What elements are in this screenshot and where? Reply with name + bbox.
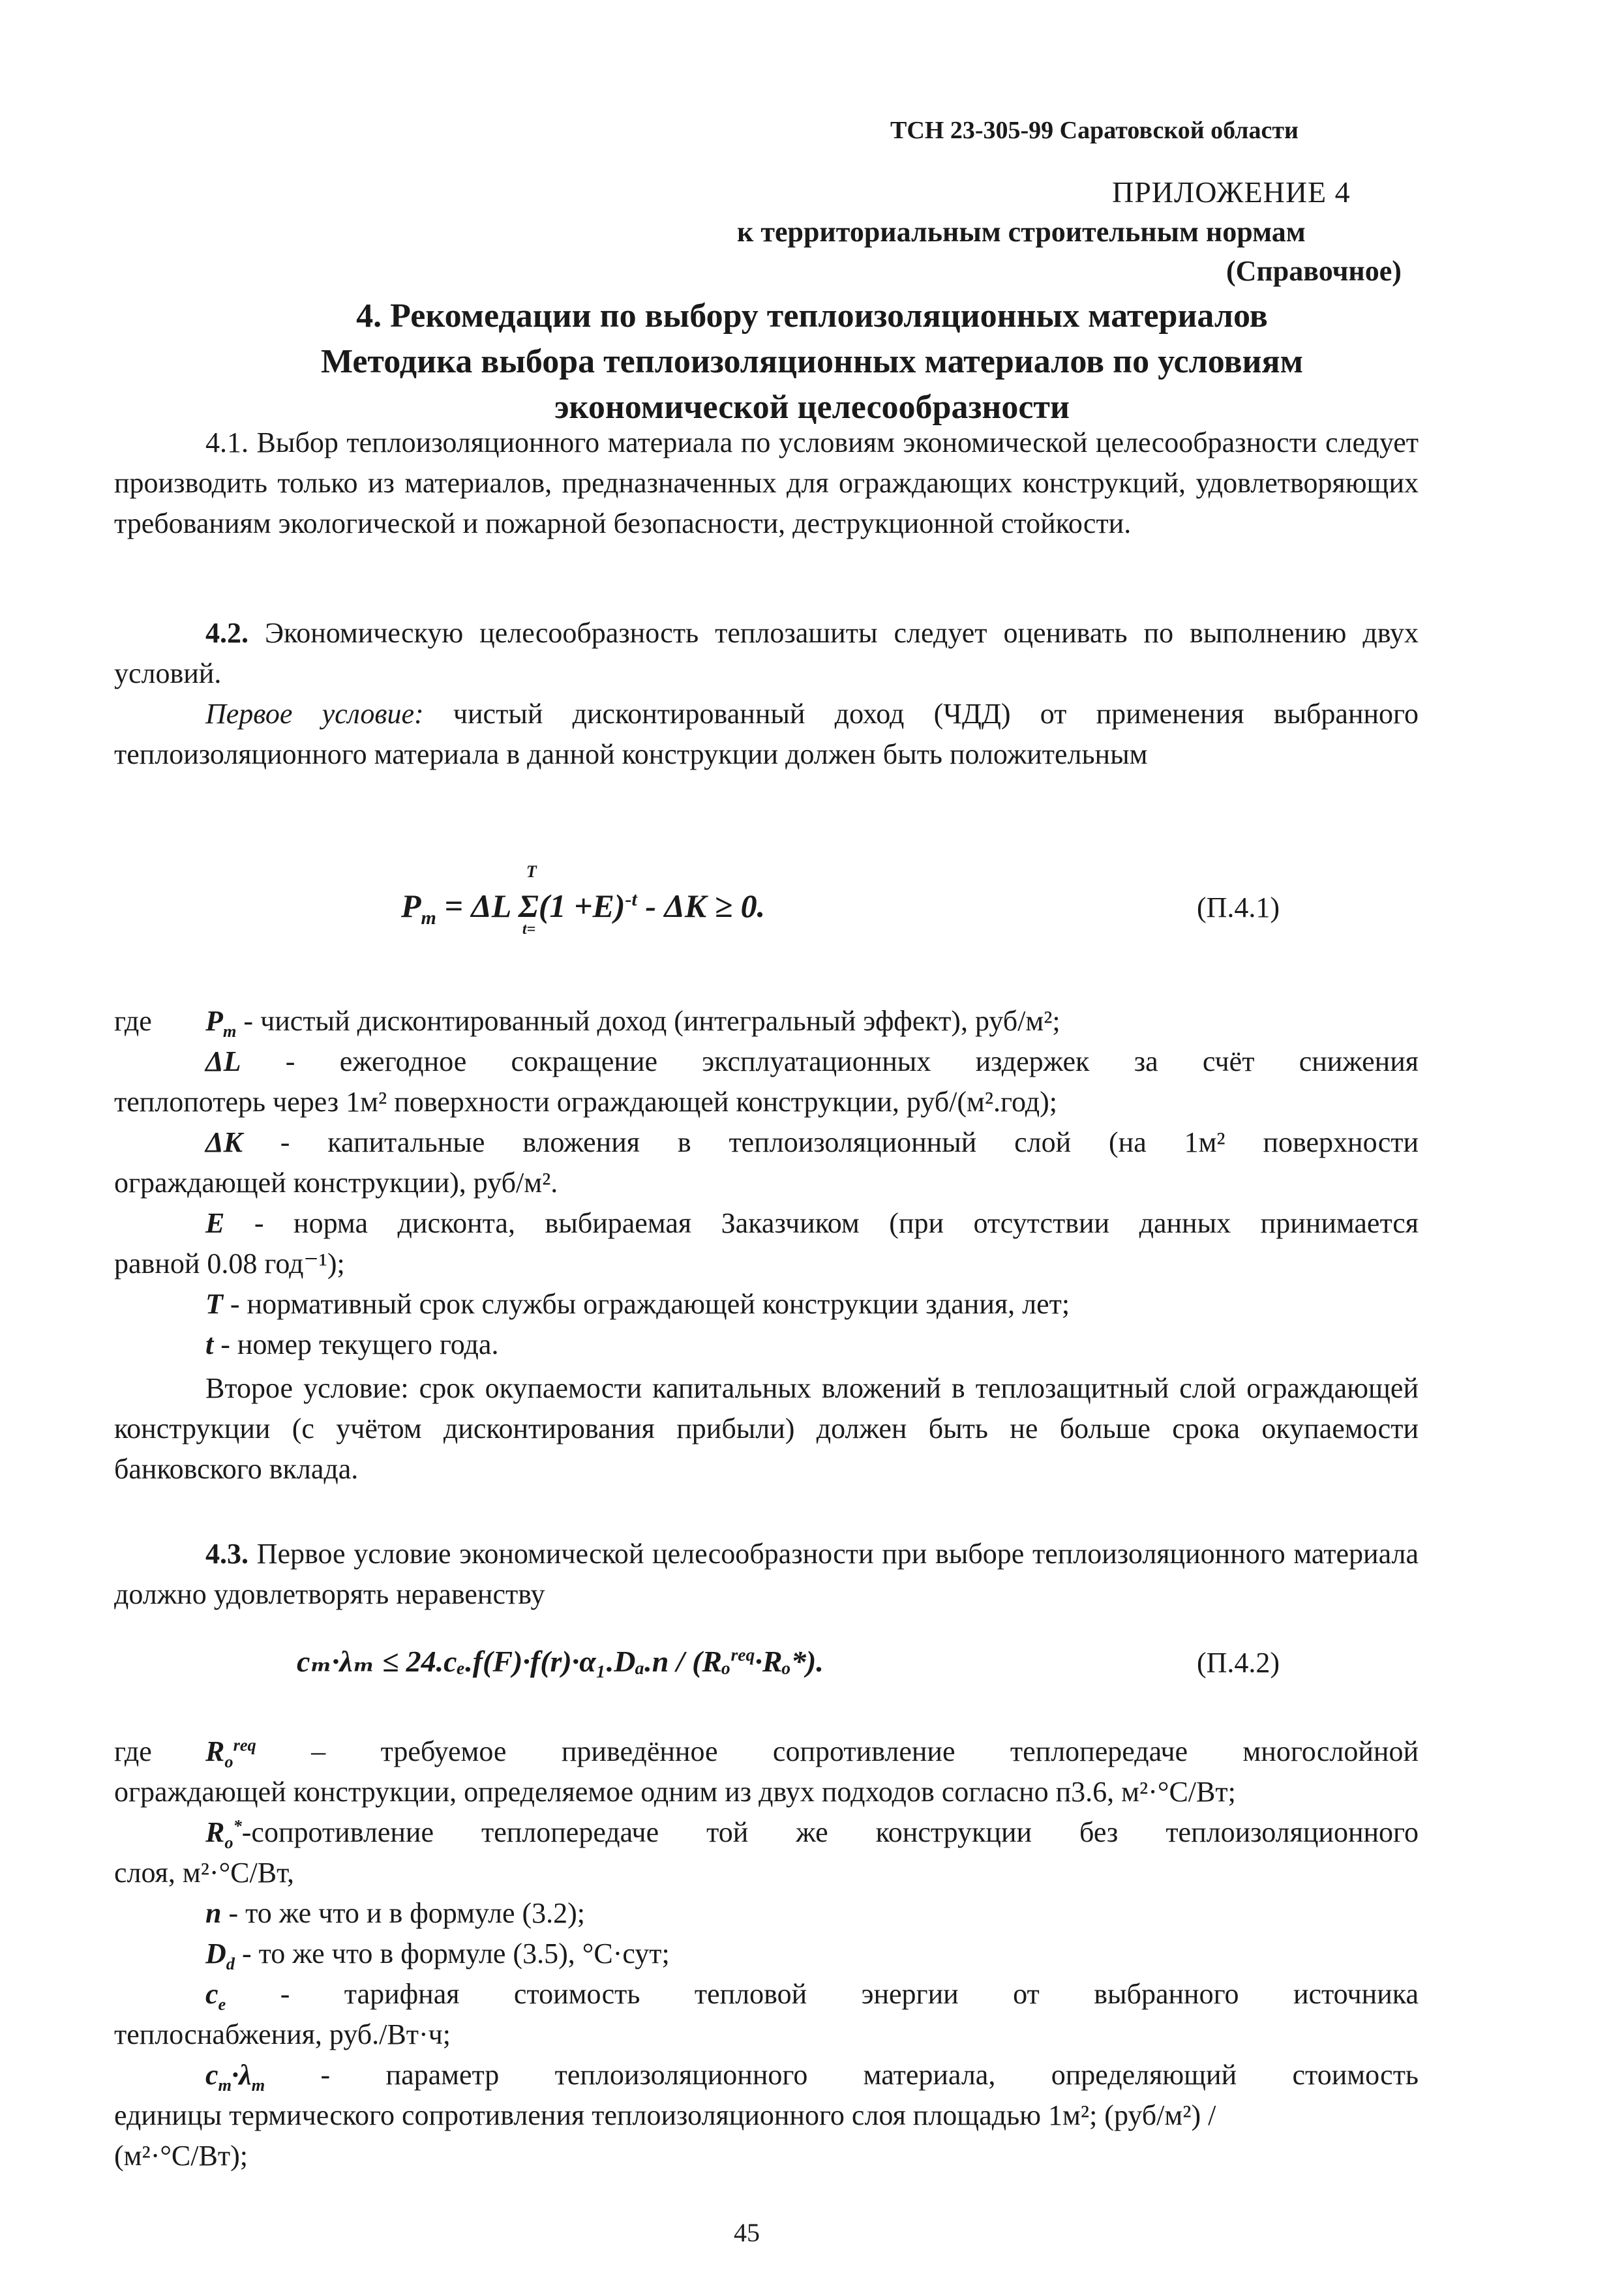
document-reference: ТСН 23-305-99 Саратовской области <box>890 117 1299 144</box>
appendix-label: ПРИЛОЖЕНИЕ 4 <box>1112 175 1351 209</box>
def-pm <box>205 1004 1060 1041</box>
def-e-line-2: равной 0.08 год⁻¹); <box>114 1248 345 1280</box>
def-ce-symbol: c <box>205 1978 218 2010</box>
where-label-2: где <box>114 1735 152 1767</box>
paragraph-4-1: 4.1. Выбор теплоизоляционного материала по условиям экономической целесообразности следует производить только из материалов, предназначенных для ограждающих конструкций, удовлетворяющих требованиям экологической и пожарной безопасности, деструкционной стойкости. <box>114 427 1419 539</box>
def-cm-line-1: $c_m\cdot\lambda_m$ - параметр теплоизоляционного материала, определяющий стоимость <box>205 2059 1419 2095</box>
def-cm-line-3: (м²·°С/Вт); <box>114 2140 248 2172</box>
paragraph-4-3-number: 4.3. <box>205 1538 248 1570</box>
def-dl-symbol: ΔL <box>205 1045 241 1077</box>
def-pm-symbol: P <box>205 1005 223 1037</box>
formula-1-rest: - ΔK ≥ 0. <box>645 888 766 924</box>
title-line-3: экономической целесообразности <box>554 389 1070 426</box>
formula-1-sum-top: T <box>526 862 537 881</box>
def-t <box>205 1287 1070 1321</box>
def-t-text: - нормативный срок службы ограждающей конструкции здания, лет; <box>230 1288 1070 1320</box>
formula-1-sigma: Σ <box>518 888 539 924</box>
page-number: 45 <box>734 2218 760 2247</box>
def-n-symbol: n <box>205 1897 222 1929</box>
reference-label: (Справочное) <box>1226 255 1402 287</box>
def-dd-subscript: d <box>226 1953 235 1973</box>
def-ro-req-line-2: ограждающей конструкции, определяемое одним из двух подходов согласно п3.6, м²·°С/Вт; <box>114 1776 1236 1808</box>
def-dl-text-1: - ежегодное сокращение эксплуатационных издержек за счёт снижения <box>285 1045 1419 1077</box>
def-dk-symbol: ΔK <box>205 1126 243 1158</box>
def-ro-star-line-1: $R_o^*$-сопротивление теплопередаче той же конструкции без теплоизоляционного <box>205 1816 1419 1852</box>
def-tt <box>205 1328 498 1361</box>
paragraph-4-3-text: Первое условие экономической целесообразности при выборе теплоизоляционного материала должно удовлетворять неравенству <box>114 1538 1419 1610</box>
formula-2-main: cₘ·λₘ ≤ 24.cₑ.f(F)·f(r)·α₁.Dₐ.n / (Rₒ <box>297 1645 731 1678</box>
first-condition-text: чистый дисконтированный доход (ЧДД) от применения выбранного теплоизоляционного материала в данной конструкции должен быть положительным <box>114 698 1419 770</box>
formula-1-delta-l: = ΔL <box>444 888 511 924</box>
def-cm-text-1: - параметр теплоизоляционного материала, определяющий стоимость <box>320 2059 1419 2091</box>
def-ro-req-text-1: – требуемое приведённое сопротивление теплопередаче многослойной <box>311 1735 1419 1767</box>
formula-1-lhs: P <box>401 888 421 924</box>
first-condition-label: Первое условие: <box>205 698 424 730</box>
def-n <box>205 1896 585 1930</box>
def-dd-text: - то же что в формуле (3.5), °С·сут; <box>241 1938 670 1969</box>
paragraph-4-2 <box>114 613 1419 694</box>
formula-1-discount: (1 +E) <box>538 888 625 924</box>
paragraph-4-3 <box>114 1534 1419 1615</box>
def-e-text-1: - норма дисконта, выбираемая Заказчиком (при отсутствии данных принимается <box>254 1207 1419 1239</box>
formula-4-2-number: (П.4.2) <box>1197 1647 1280 1679</box>
first-condition <box>114 694 1419 775</box>
def-n-text: - то же что и в формуле (3.2); <box>228 1897 586 1929</box>
formula-2-tail: ·Rₒ*). <box>755 1645 824 1678</box>
def-ce-line-2: теплоснабжения, руб./Вт·ч; <box>114 2018 451 2050</box>
paragraph-4-2-text: Экономическую целесообразность теплозашиты следует оценивать по выполнению двух условий. <box>114 617 1419 689</box>
def-dd <box>205 1937 670 1974</box>
def-e-line-1 <box>205 1206 1419 1240</box>
def-dk-line-2: ограждающей конструкции), руб/м². <box>114 1167 558 1199</box>
norms-reference: к территориальным строительным нормам <box>737 216 1306 248</box>
title-line-2: Методика выбора теплоизоляционных материалов по условиям <box>320 343 1304 380</box>
formula-1-lhs-sub: m <box>421 907 436 929</box>
def-ce-line-1 <box>205 1977 1419 2014</box>
def-ce-subscript: e <box>218 1994 226 2014</box>
where-label-1: где <box>114 1005 152 1037</box>
def-dk-line-1 <box>205 1126 1419 1159</box>
paragraph-4-2-number: 4.2. <box>205 617 248 649</box>
def-cm-line-2: единицы термического сопротивления теплоизоляционного слоя площадью 1м²; (руб/м²) / <box>114 2099 1216 2131</box>
title-line-1: 4. Рекомедации по выбору теплоизоляционных материалов <box>356 297 1268 335</box>
def-dl-line-2: теплопотерь через 1м² поверхности ограждающей конструкции, руб/(м².год); <box>114 1086 1057 1118</box>
def-dk-text-1: - капитальные вложения в теплоизоляционный слой (на 1м² поверхности <box>280 1126 1419 1158</box>
def-dd-symbol: D <box>205 1938 226 1969</box>
def-tt-symbol: t <box>205 1328 214 1360</box>
def-ro-req-line-1: $R_o^{req}$ – требуемое приведённое сопротивление теплопередаче многослойной <box>205 1735 1419 1771</box>
def-dl-line-1 <box>205 1045 1419 1078</box>
second-condition: Второе условие: срок окупаемости капитальных вложений в теплозащитный слой ограждающей конструкции (с учётом дисконтирования прибыли) должен быть не больше срока окупаемости банковского вклада. <box>114 1372 1419 1485</box>
section-title <box>160 293 1464 430</box>
def-pm-text: - чистый дисконтированный доход (интегральный эффект), руб/м²; <box>243 1005 1060 1037</box>
formula-1-sum <box>518 862 539 938</box>
formula-4-1 <box>401 862 766 938</box>
def-ce-text-1: - тарифная стоимость тепловой энергии от выбранного источника <box>280 1978 1419 2010</box>
formula-1-sum-bottom: t= <box>522 921 536 938</box>
formula-4-2: cₘ·λₘ ≤ 24.cₑ.f(F)·f(r)·α₁.Dₐ.n / (Rₒ$^{req}$·Rₒ*). <box>297 1644 824 1678</box>
def-ro-star-text-1: -сопротивление теплопередаче той же конструкции без теплоизоляционного <box>241 1816 1419 1848</box>
def-e-symbol: E <box>205 1207 225 1239</box>
def-t-symbol: T <box>205 1288 223 1320</box>
def-ro-star-line-2: слоя, м²·°С/Вт, <box>114 1857 295 1889</box>
def-pm-subscript: m <box>222 1021 237 1041</box>
formula-4-1-number: (П.4.1) <box>1197 891 1280 923</box>
def-tt-text: - номер текущего года. <box>220 1328 499 1360</box>
formula-1-exponent: -t <box>625 888 637 910</box>
